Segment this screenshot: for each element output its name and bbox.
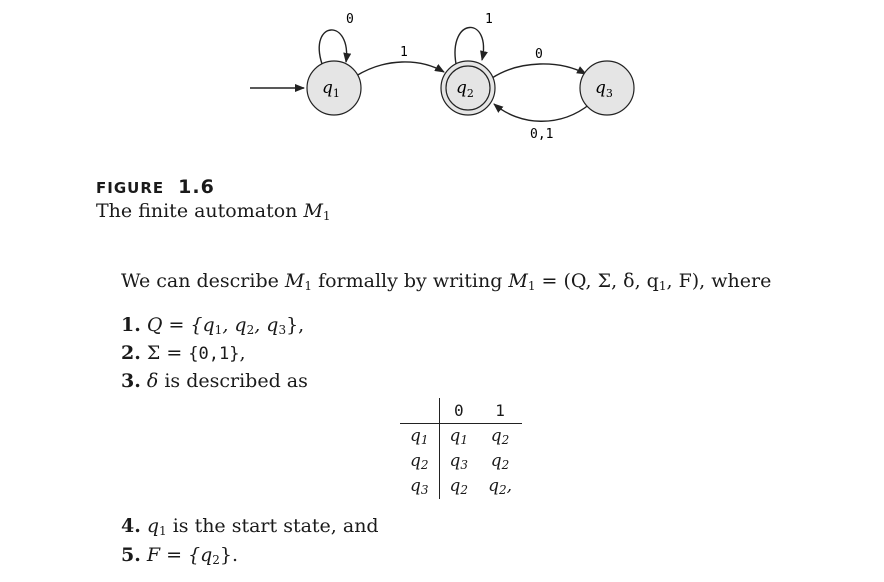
svg-text:q3: $q_3$ [595, 78, 613, 100]
list-item-2: 2. Σ = {0,1}, [121, 342, 246, 364]
state-q1 [307, 61, 361, 115]
state-q3 [580, 61, 634, 115]
figure-description: The finite automaton $M_1$ [96, 200, 331, 223]
svg-text:q1: $q_1$ [322, 78, 340, 100]
self-loop-q2 [455, 27, 483, 64]
transition-q3-q2 [494, 104, 590, 121]
table-row: $q_1$ $q_1$ $q_2$ [400, 424, 522, 450]
table-header-row [400, 398, 522, 424]
transition-q2-q3 [492, 64, 586, 78]
table-row: $q_3$ $q_2$ $q_2$, [400, 474, 522, 499]
list-item-4: 4. $q_1$ is the start state, and [121, 515, 379, 538]
transition-table [400, 398, 522, 499]
transition-q1-q2 [356, 62, 444, 76]
transition-label-q2-q2: 1 [485, 12, 493, 27]
svg-text:q2: $q_2$ [456, 78, 474, 100]
state-q2 [441, 61, 495, 115]
figure-heading [96, 176, 331, 198]
self-loop-q1 [319, 30, 346, 64]
transition-label-q3-q2: 0,1 [530, 127, 554, 142]
list-item-5: 5. $F = \{q_2\}$. [121, 544, 239, 567]
table-row: $q_2$ $q_3$ $q_2$ [400, 449, 522, 474]
column-header: 1 [478, 398, 522, 424]
transition-label-q1-q1: 0 [346, 12, 354, 27]
list-item-1: 1. $Q = \{q_1$, $q_2$, $q_3$}, [121, 314, 305, 337]
state-diagram [0, 0, 884, 175]
figure-number: 1.6 [178, 176, 215, 198]
table-corner [400, 398, 439, 424]
transition-label-q1-q2: 1 [400, 45, 408, 60]
formal-definition-paragraph: We can describe $M_1$ formally by writing $M_1 = (Q$, Σ, δ, $q_1$, F), where [121, 270, 772, 293]
figure-label: FIGURE [96, 179, 165, 197]
transition-label-q2-q3: 0 [535, 47, 543, 62]
figure-caption [96, 176, 331, 223]
column-header: 0 [439, 398, 478, 424]
list-item-3: 3. δ is described as [121, 370, 308, 392]
